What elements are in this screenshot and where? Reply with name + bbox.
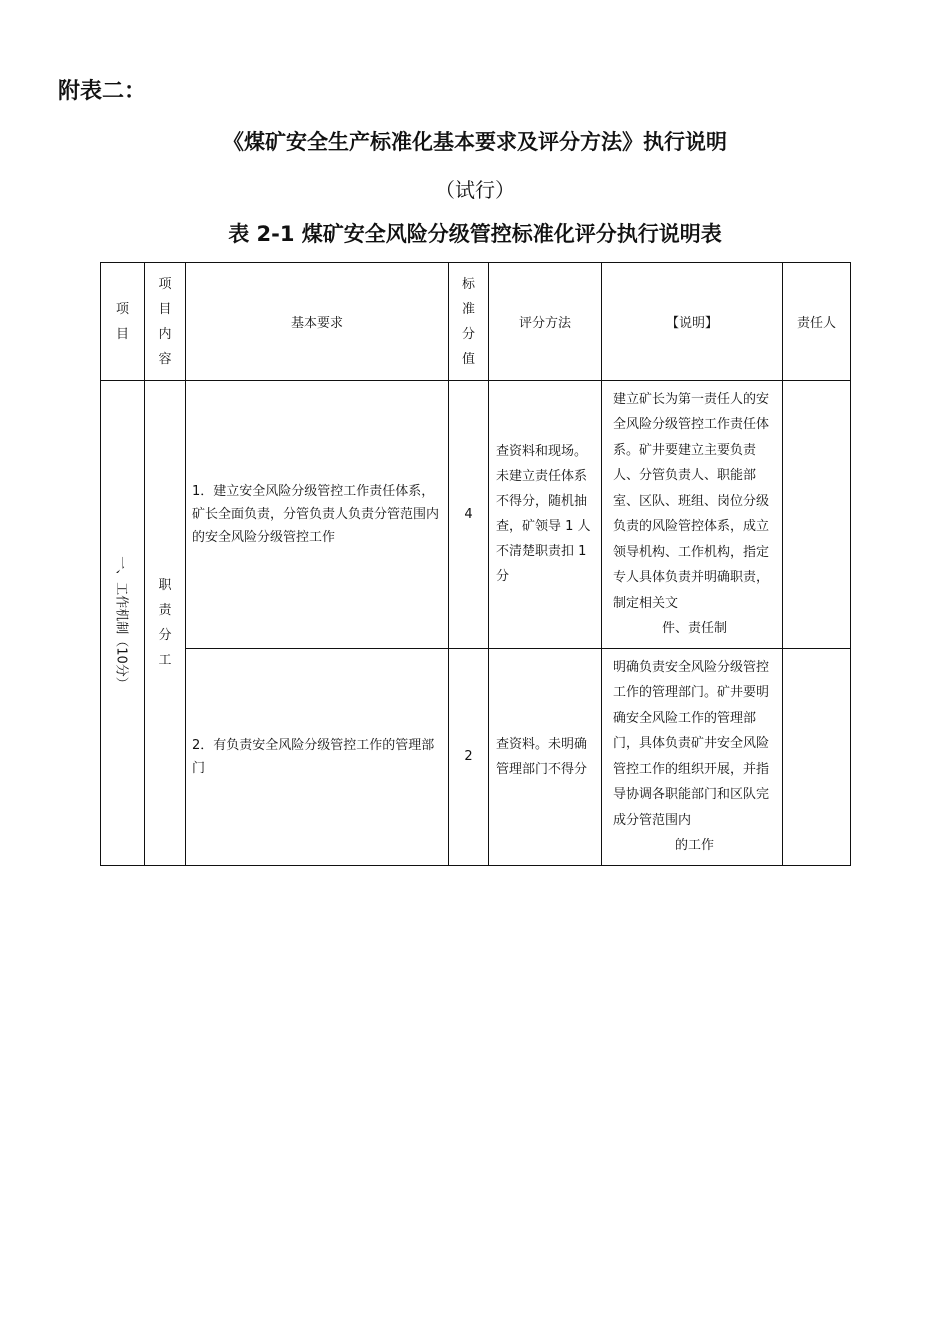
header-content: 项目内容 [145,263,186,381]
score-cell: 2 [449,648,489,865]
method-cell: 查资料和现场。未建立责任体系不得分，随机抽查，矿领导 1 人不清楚职责扣 1 分 [489,381,602,649]
owner-cell [783,381,851,649]
document-title: 《煤矿安全生产标准化基本要求及评分方法》执行说明 [223,130,727,154]
note-cell [602,381,783,649]
section-content-cell [145,381,186,866]
method-cell: 查资料。未明确管理部门不得分 [489,648,602,865]
note-text-last: 的工作 [674,838,714,854]
note-text-last: 件、责任制 [661,621,727,637]
requirement-cell: 1．建立安全风险分级管控工作责任体系，矿长全面负责，分管负责人负责分管范围内的安全风险分级管控工作 [186,381,449,649]
table-title: 表 2-1 煤矿安全风险分级管控标准化评分执行说明表 [228,222,722,246]
header-note: 【说明】 [602,263,783,381]
owner-cell [783,648,851,865]
score-cell: 4 [449,381,489,649]
header-score: 标准分值 [449,263,489,381]
section-content-label: 职责分工 [158,578,172,668]
scoring-table [100,262,851,866]
annex-label: 附表二： [58,79,147,104]
header-method: 评分方法 [489,263,602,381]
table-row [101,648,851,865]
note-cell [602,648,783,865]
table-row [101,381,851,649]
note-text: 明确负责安全风险分级管控工作的管理部门。矿井要明确安全风险工作的管理部门，具体负责矿井安全风险管控工作的组织开展，并指导协调各职能部门和区队完成分管范围内 [613,659,770,828]
header-owner: 责任人 [783,263,851,381]
header-requirement: 基本要求 [186,263,449,381]
header-row [101,263,851,381]
note-text: 建立矿长为第一责任人的安全风险分级管控工作责任体系。矿井要建立主要负责人、分管负责人、职能部室、区队、班组、岗位分级负责的风险管控体系，成立领导机构、工作机构，指定专人具体负责并明确职责，制定相关文 [613,391,770,611]
requirement-cell: 2．有负责安全风险分级管控工作的管理部门 [186,648,449,865]
document-subtitle: （试行） [435,178,515,202]
section-item-label: 一、工作机制（10分） [113,556,128,690]
header-item: 项目 [101,263,145,381]
section-item-cell [101,381,145,866]
